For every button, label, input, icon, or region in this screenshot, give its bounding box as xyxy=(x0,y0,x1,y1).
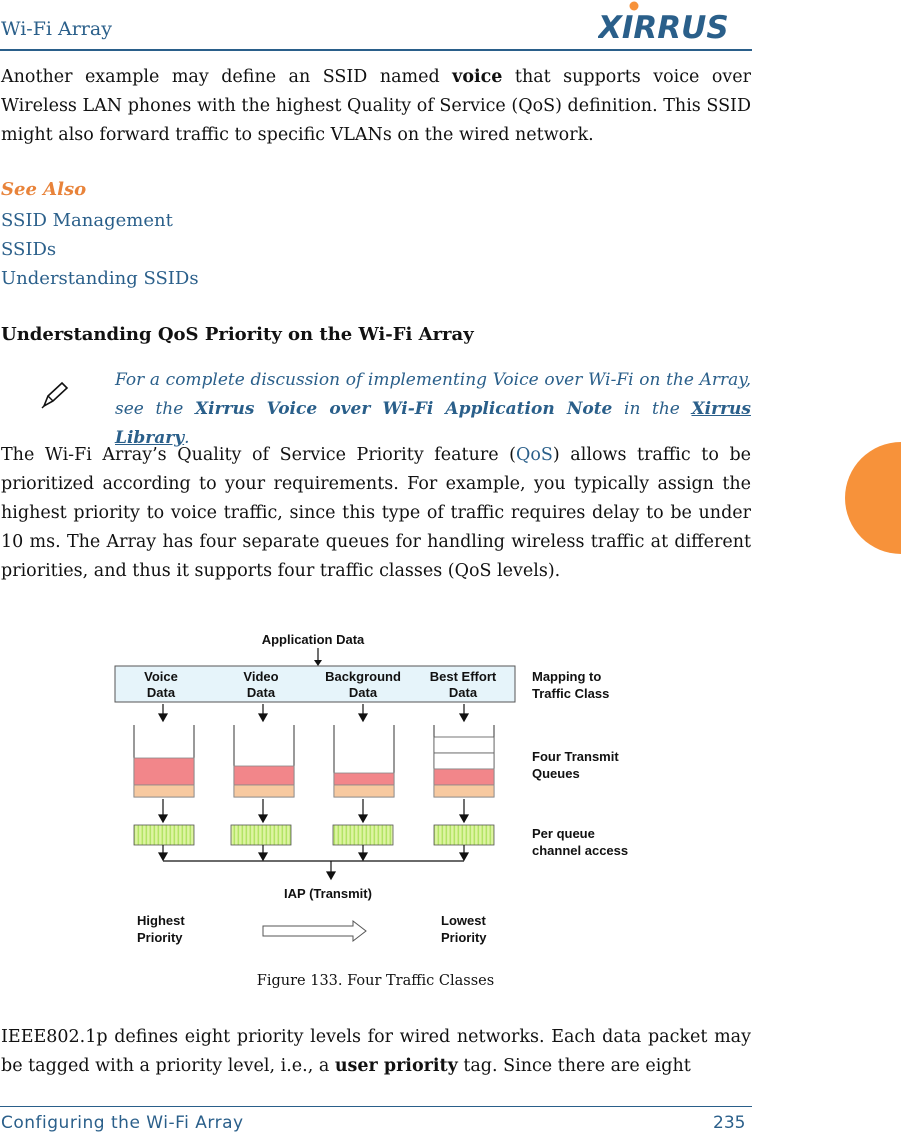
class-voice-line1: Voice xyxy=(144,669,178,684)
lowest-line1: Lowest xyxy=(441,913,486,928)
highest-line1: Highest xyxy=(137,913,185,928)
class-video-line1: Video xyxy=(243,669,279,684)
intro-paragraph: Another example may define an SSID named voice that supports voice over Wireless LAN phones with the highest Quality of Service (QoS) definition. This SSID might also forward traffic to specific VLANs on the wired network. xyxy=(1,67,751,145)
highest-line2: Priority xyxy=(137,930,183,945)
priority-arrow xyxy=(263,921,366,941)
side-queues-line1: Four Transmit xyxy=(532,749,619,764)
app-note-title: Xirrus Voice over Wi-Fi Application Note xyxy=(194,399,613,419)
queue-background xyxy=(334,725,394,797)
side-mapping-line1: Mapping to xyxy=(532,669,602,684)
queue-voice xyxy=(134,725,194,797)
lowest-line2: Priority xyxy=(441,930,487,945)
chapter-tab xyxy=(845,442,901,554)
header-title: Wi-Fi Array xyxy=(1,18,112,40)
logo-text: XIRRUS xyxy=(598,10,729,44)
qos-paragraph: The Wi-Fi Array’s Quality of Service Priority feature (QoS) allows traffic to be prioritized according to your requirements. For example, you typically assign the highest priority to voice traffic, since this type of traffic requires delay to be under 10 ms. The Array has four separate queues for handling wireless traffic at different priorities, and thus it supports four traffic classes (QoS levels). xyxy=(1,445,752,581)
header-rule xyxy=(0,49,752,51)
channel-access-voice xyxy=(134,825,194,845)
see-also-heading: See Also xyxy=(1,179,87,200)
iap-label: IAP (Transmit) xyxy=(284,886,372,901)
app-data-label: Application Data xyxy=(261,632,365,647)
class-background-line1: Background xyxy=(325,669,401,684)
qos-link[interactable]: QoS xyxy=(516,445,553,465)
side-mapping-line2: Traffic Class xyxy=(532,686,610,701)
section-heading: Understanding QoS Priority on the Wi-Fi Array xyxy=(1,324,474,345)
footer-chapter: Configuring the Wi-Fi Array xyxy=(1,1113,244,1133)
figure-caption: Figure 133. Four Traffic Classes xyxy=(256,973,495,989)
queue-best-effort xyxy=(434,725,494,797)
page-number: 235 xyxy=(713,1113,746,1133)
note-text: For a complete discussion of implementing Voice over Wi-Fi on the Array, see the Xirrus Voice over Wi-Fi Application Note in the Xirrus Library. xyxy=(115,370,751,448)
side-channel-line2: channel access xyxy=(532,843,629,858)
pencil-note-icon xyxy=(40,380,70,410)
class-besteffort-line2: Data xyxy=(448,685,478,700)
channel-access-background xyxy=(333,825,393,845)
xirrus-logo xyxy=(598,0,748,44)
traffic-class-diagram xyxy=(100,625,660,965)
channel-access-video xyxy=(231,825,291,845)
class-voice-line2: Data xyxy=(146,685,176,700)
queue-video xyxy=(234,725,294,797)
xirrus-library-link[interactable]: Xirrus Library xyxy=(115,399,751,448)
ieee-paragraph: IEEE802.1p defines eight priority levels for wired networks. Each data packet may be tagged with a priority level, i.e., a user priority tag. Since there are eight xyxy=(1,1027,751,1076)
link-ssids[interactable]: SSIDs xyxy=(1,239,57,260)
class-besteffort-line1: Best Effort xyxy=(429,669,497,684)
link-understanding-ssids[interactable]: Understanding SSIDs xyxy=(1,268,199,289)
side-queues-line2: Queues xyxy=(532,766,580,781)
link-ssid-management[interactable]: SSID Management xyxy=(1,210,173,231)
channel-access-best-effort xyxy=(434,825,494,845)
class-background-line2: Data xyxy=(348,685,378,700)
footer-rule xyxy=(0,1106,752,1107)
side-channel-line1: Per queue xyxy=(532,826,595,841)
class-video-line2: Data xyxy=(246,685,276,700)
